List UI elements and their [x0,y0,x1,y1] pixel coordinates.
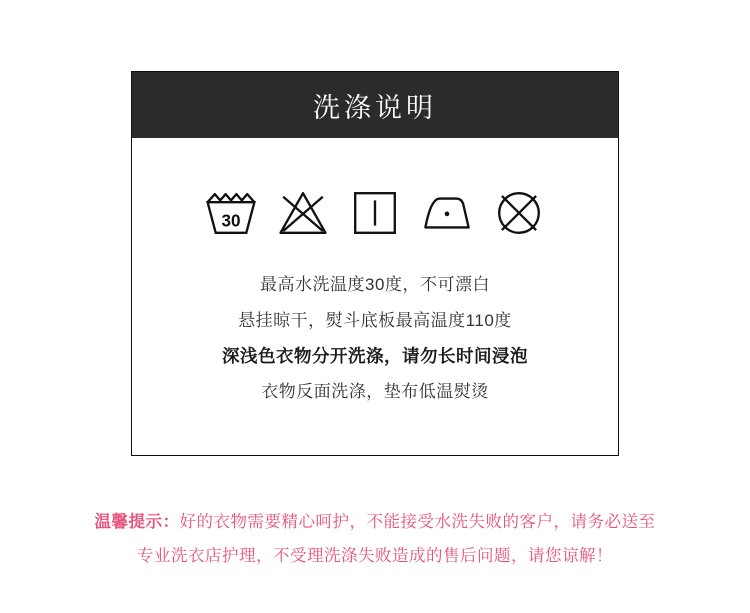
care-card-body [132,138,618,455]
care-line: 深浅色衣物分开洗涤，请勿长时间浸泡 [222,346,528,366]
wash-temp-label: 30 [221,211,241,231]
do-not-dryclean-icon [492,186,546,240]
care-line: 最高水洗温度30度，不可漂白 [260,275,490,294]
line-dry-icon [348,186,402,240]
care-line: 悬挂晾干，熨斗底板最高温度110度 [238,310,512,330]
care-card-header [132,72,618,138]
notice-line-1 [0,505,750,539]
page-title: 洗涤说明 [313,92,437,123]
do-not-bleach-icon [276,186,330,240]
notice-line-1-text: 好的衣物需要精心呵护，不能接受水洗失败的客户，请务必送至 [179,513,656,531]
wash-30-icon [204,186,258,240]
notice-label: 温馨提示： [94,513,180,531]
care-line: 衣物反面洗涤，垫布低温熨烫 [261,382,489,402]
care-instruction-card [131,71,619,456]
notice-line-2: 专业洗衣店护理，不受理洗涤失败造成的售后问题，请您谅解！ [137,547,613,565]
care-text-lines [132,262,618,415]
iron-low-icon [420,186,474,240]
care-symbol-row [204,186,546,240]
bottom-notice [0,505,750,573]
